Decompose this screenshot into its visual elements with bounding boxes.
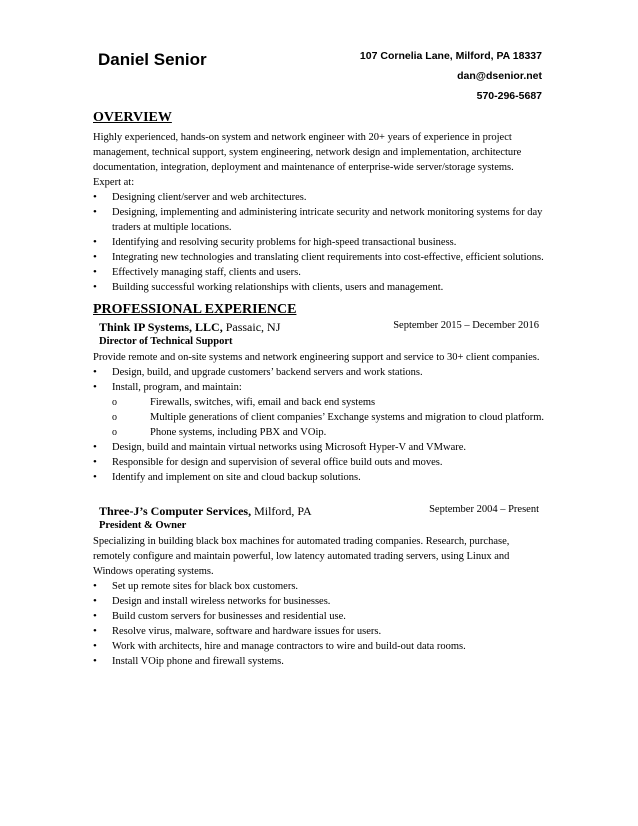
list-item: • Design, build, and upgrade customers’ backend servers and work stations. xyxy=(93,365,548,380)
list-item: • Design and install wireless networks for businesses. xyxy=(93,594,548,609)
job-company-location xyxy=(99,504,312,519)
list-item: • Resolve virus, malware, software and hardware issues for users. xyxy=(93,624,548,639)
expert-at-label: Expert at: xyxy=(93,177,135,188)
job-dates: September 2015 – December 2016 xyxy=(393,320,539,331)
overview-summary: Highly experienced, hands-on system and network engineer with 20+ years of experience in project management, technical support, system engineering, network design and implementation, architecture documentation, integration, deployment and maintenance of enterprise-wide server/storage systems. xyxy=(93,132,522,173)
experience-heading: PROFESSIONAL EXPERIENCE xyxy=(93,302,297,317)
job-header xyxy=(99,504,539,519)
job-dates: September 2004 – Present xyxy=(429,504,539,515)
list-item: • Install VOip phone and firewall systems. xyxy=(93,654,548,669)
job-summary: Provide remote and on-site systems and network engineering support and service to 30+ client companies. xyxy=(93,352,540,363)
sub-list-item: o Firewalls, switches, wifi, email and back end systems xyxy=(93,395,548,410)
contact-address: 107 Cornelia Lane, Milford, PA 18337 xyxy=(359,50,542,62)
list-item: • Integrating new technologies and translating client requirements into cost-effective, efficient solutions. xyxy=(93,250,548,265)
job-summary: Specializing in building black box machines for automated trading companies. Research, purchase, remotely configure and maintain powerful, low latency automated trading servers, using Linux and Windows operating systems. xyxy=(93,536,510,577)
list-item: • Designing client/server and web architectures. xyxy=(93,190,548,205)
job-title: Director of Technical Support xyxy=(99,336,233,347)
list-item: • Install, program, and maintain: xyxy=(93,380,548,395)
list-item: • Set up remote sites for black box customers. xyxy=(93,579,548,594)
list-item: • Responsible for design and supervision of several office build outs and moves. xyxy=(93,455,548,470)
overview-list xyxy=(93,190,548,295)
contact-email: dan@dsenior.net xyxy=(457,70,542,82)
list-item: • Design, build and maintain virtual networks using Microsoft Hyper-V and VMware. xyxy=(93,440,548,455)
job-title: President & Owner xyxy=(99,520,187,531)
job-header xyxy=(99,320,539,335)
job-list xyxy=(93,579,548,669)
list-item: • Building successful working relationships with clients, users and management. xyxy=(93,280,548,295)
job-list xyxy=(93,365,548,485)
list-item: • Identifying and resolving security problems for high-speed transactional business. xyxy=(93,235,548,250)
list-item: • Work with architects, hire and manage contractors to wire and build-out data rooms. xyxy=(93,639,548,654)
contact-phone: 570-296-5687 xyxy=(476,90,542,102)
job-company: Think IP Systems, LLC, xyxy=(99,320,223,334)
list-item: • Designing, implementing and administering intricate security and network monitoring systems for day traders at multiple locations. xyxy=(93,205,548,235)
list-item: • Build custom servers for businesses and residential use. xyxy=(93,609,548,624)
list-item: • Identify and implement on site and cloud backup solutions. xyxy=(93,470,548,485)
job-location: Passaic, NJ xyxy=(222,320,281,334)
job-company-location xyxy=(99,320,280,335)
job-location: Milford, PA xyxy=(251,504,312,518)
overview-heading: OVERVIEW xyxy=(93,110,172,125)
overview-section xyxy=(93,130,548,295)
job-details xyxy=(93,350,548,485)
list-item: • Effectively managing staff, clients and users. xyxy=(93,265,548,280)
job-details xyxy=(93,534,548,669)
sub-list-item: o Phone systems, including PBX and VOip. xyxy=(93,425,548,440)
job-company: Three-J’s Computer Services, xyxy=(99,504,252,518)
resume-name: Daniel Senior xyxy=(98,50,207,69)
sub-list-item: o Multiple generations of client companies’ Exchange systems and migration to cloud platform. xyxy=(93,410,548,425)
